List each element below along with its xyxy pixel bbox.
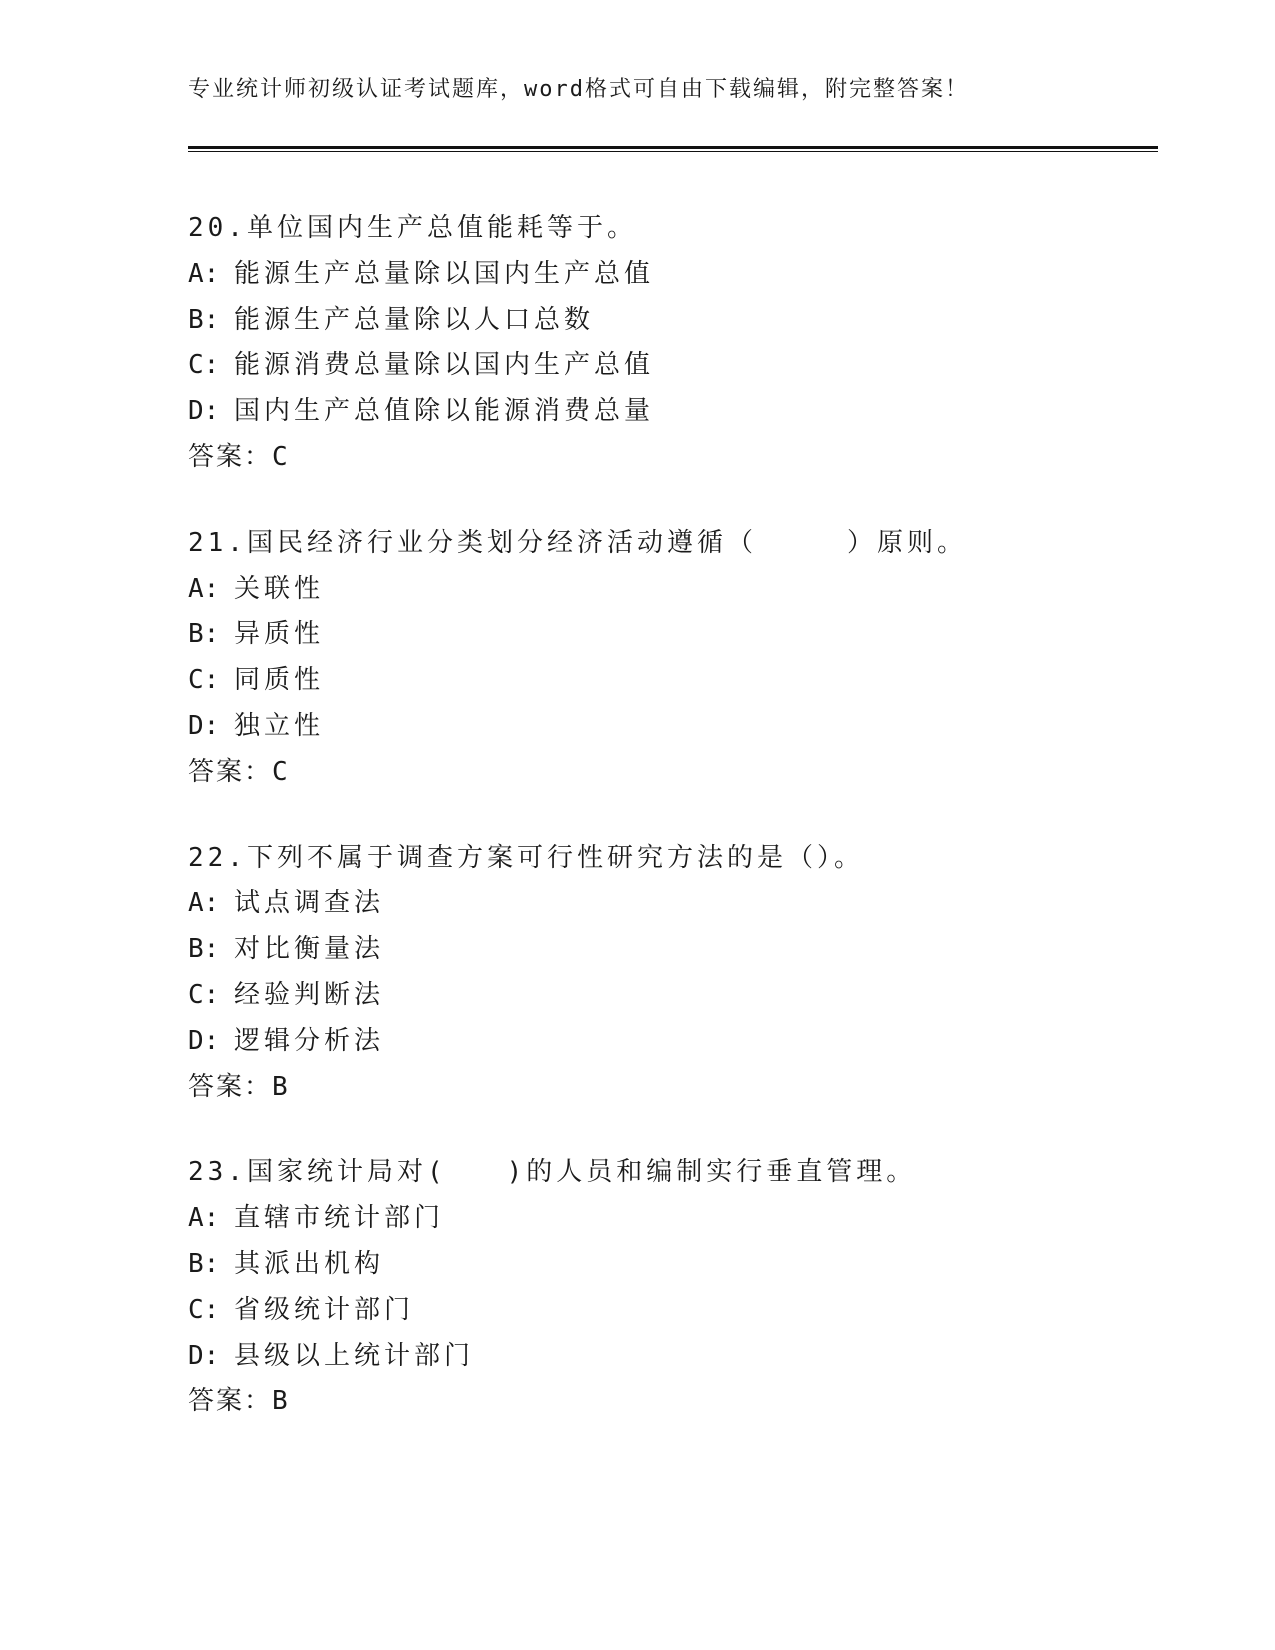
- option-text: 独立性: [234, 710, 325, 741]
- question-stem: 23.国家统计局对( )的人员和编制实行垂直管理。: [188, 1157, 917, 1188]
- option-letter: D:: [188, 1340, 220, 1371]
- option-a: [188, 252, 1158, 298]
- option-letter: C:: [188, 1294, 220, 1325]
- answer-label: 答案：: [188, 756, 273, 787]
- question-stem: 20.单位国内生产总值能耗等于。: [188, 213, 637, 243]
- option-letter: B:: [188, 304, 220, 335]
- option-text: 逻辑分析法: [234, 1025, 385, 1056]
- option-b: [188, 298, 1158, 344]
- option-text: 国内生产总值除以能源消费总量: [234, 396, 655, 427]
- answer-value: C: [272, 441, 290, 472]
- option-letter: C:: [188, 350, 220, 381]
- option-letter: A:: [188, 573, 220, 604]
- option-letter: C:: [188, 665, 220, 696]
- option-b: [188, 1242, 1158, 1288]
- answer-label: 答案：: [188, 1386, 273, 1417]
- option-d: [188, 1019, 1158, 1065]
- header-divider: [188, 146, 1158, 152]
- question-stem: 21.国民经济行业分类划分经济活动遵循（ ）原则。: [188, 527, 967, 558]
- option-text: 对比衡量法: [234, 934, 385, 965]
- question-21: [188, 521, 1158, 796]
- answer-value: C: [272, 756, 290, 787]
- question-22: [188, 836, 1158, 1111]
- question-stem: 22.下列不属于调查方案可行性研究方法的是（）。: [188, 842, 864, 873]
- answer-label: 答案：: [188, 441, 273, 472]
- question-list: [188, 206, 1158, 1465]
- option-d: [188, 1334, 1158, 1380]
- option-c: [188, 343, 1158, 389]
- option-letter: D:: [188, 710, 220, 741]
- option-letter: D:: [188, 396, 220, 427]
- option-letter: B:: [188, 619, 220, 650]
- option-text: 试点调查法: [234, 888, 385, 919]
- option-text: 同质性: [234, 665, 325, 696]
- option-text: 能源生产总量除以人口总数: [234, 304, 595, 335]
- option-text: 能源消费总量除以国内生产总值: [234, 350, 655, 381]
- option-text: 关联性: [234, 573, 325, 604]
- option-c: [188, 1288, 1158, 1334]
- question-23: [188, 1150, 1158, 1425]
- answer-line: [188, 435, 1158, 481]
- option-a: [188, 881, 1158, 927]
- option-b: [188, 612, 1158, 658]
- answer-line: [188, 750, 1158, 796]
- option-text: 省级统计部门: [234, 1294, 415, 1325]
- option-text: 经验判断法: [234, 979, 385, 1010]
- answer-line: [188, 1379, 1158, 1425]
- answer-line: [188, 1065, 1158, 1111]
- option-letter: D:: [188, 1025, 220, 1056]
- answer-label: 答案：: [188, 1071, 273, 1102]
- option-letter: A:: [188, 258, 220, 289]
- option-letter: A:: [188, 888, 220, 919]
- page-header: 专业统计师初级认证考试题库，word格式可自由下载编辑，附完整答案！: [188, 77, 969, 102]
- option-letter: B:: [188, 1248, 220, 1279]
- answer-value: B: [272, 1386, 290, 1417]
- option-text: 县级以上统计部门: [234, 1340, 475, 1371]
- option-a: [188, 1196, 1158, 1242]
- option-text: 其派出机构: [234, 1248, 385, 1279]
- option-letter: A:: [188, 1203, 220, 1234]
- option-d: [188, 704, 1158, 750]
- question-20: [188, 206, 1158, 481]
- option-letter: C:: [188, 979, 220, 1010]
- option-text: 能源生产总量除以国内生产总值: [234, 258, 655, 289]
- option-letter: B:: [188, 934, 220, 965]
- option-b: [188, 927, 1158, 973]
- answer-value: B: [272, 1071, 290, 1102]
- option-c: [188, 973, 1158, 1019]
- option-c: [188, 658, 1158, 704]
- option-text: 直辖市统计部门: [234, 1203, 445, 1234]
- option-a: [188, 567, 1158, 613]
- option-d: [188, 389, 1158, 435]
- option-text: 异质性: [234, 619, 325, 650]
